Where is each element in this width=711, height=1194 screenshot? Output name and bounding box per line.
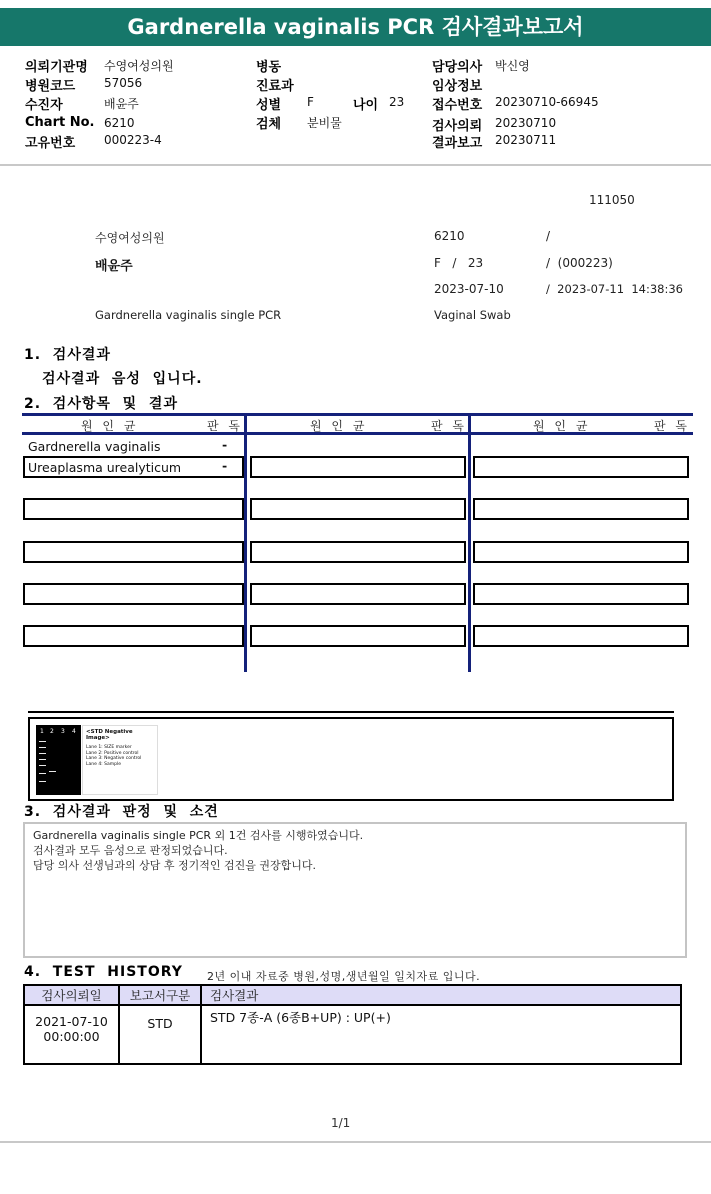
result-cell xyxy=(473,541,689,563)
summary-clinic: 수영여성의원 xyxy=(95,231,165,245)
header-label-hospital-code: 병원코드 xyxy=(25,79,76,94)
header-value-report-date: 20230711 xyxy=(495,133,557,147)
gel-lane-number: 4 xyxy=(72,728,76,735)
comment-box xyxy=(23,822,687,958)
section3-title: 3. 검사결과 판정 및 소견 xyxy=(24,804,219,820)
header-value-requesting-institution: 수영여성의원 xyxy=(104,59,174,73)
comment-line: 담당 의사 선생님과의 상담 후 정기적인 검진을 권장합니다. xyxy=(33,859,316,872)
header-label-department: 진료과 xyxy=(256,79,294,94)
result-cell xyxy=(473,456,689,478)
history-note: 2년 이내 자료중 병원,성명,생년월일 일치자료 입니다. xyxy=(207,970,481,983)
summary-test-name: Gardnerella vaginalis single PCR xyxy=(95,308,282,322)
summary-code: 111050 xyxy=(589,193,635,207)
col-header-judgment-1: 판 독 xyxy=(207,419,243,433)
history-result: STD 7종-A (6종B+UP) : UP(+) xyxy=(201,1005,681,1064)
summary-sex-age: F / 23 xyxy=(434,256,484,270)
header-value-sex: F xyxy=(307,95,314,109)
comment-line: Gardnerella vaginalis single PCR 외 1건 검사를 시행하였습니다. xyxy=(33,829,364,842)
result-cell xyxy=(250,583,466,605)
header-value-request-date: 20230710 xyxy=(495,116,557,130)
result-cell xyxy=(473,498,689,520)
header-value-chart-no: 6210 xyxy=(104,116,135,130)
header-divider xyxy=(0,164,711,166)
header-label-chart-no: Chart No. xyxy=(25,115,95,130)
result-item-judgment: - xyxy=(222,458,228,473)
header-value-receipt-no: 20230710-66945 xyxy=(495,95,599,109)
result-cell xyxy=(23,498,244,520)
header-label-doctor: 담당의사 xyxy=(432,60,483,75)
summary-unique-no: / (000223) xyxy=(546,256,613,270)
summary-report-datetime: / 2023-07-11 14:38:36 xyxy=(546,282,683,296)
history-col-header: 검사의뢰일 xyxy=(24,985,119,1005)
history-type: STD xyxy=(119,1005,201,1064)
result-cell xyxy=(250,456,466,478)
summary-request-date: 2023-07-10 xyxy=(434,282,504,296)
gel-image xyxy=(36,725,81,795)
history-col-header: 검사결과 xyxy=(201,985,681,1005)
header-label-specimen: 검체 xyxy=(256,117,282,132)
history-table xyxy=(23,984,682,1065)
header-label-unique-no: 고유번호 xyxy=(25,136,76,151)
summary-specimen: Vaginal Swab xyxy=(434,308,511,322)
col-header-judgment-2: 판 독 xyxy=(431,419,467,433)
history-date-cell xyxy=(24,1005,119,1064)
header-value-hospital-code: 57056 xyxy=(104,76,143,90)
comment-line: 검사결과 모두 음성으로 판정되었습니다. xyxy=(33,844,228,857)
result-cell xyxy=(23,583,244,605)
col-header-pathogen-2: 원 인 균 xyxy=(310,419,368,433)
header-value-specimen: 분비물 xyxy=(307,116,342,130)
result-item-name: Ureaplasma urealyticum xyxy=(28,460,182,475)
header-value-patient: 배윤주 xyxy=(104,97,139,111)
history-date: 2021-07-10 xyxy=(35,1014,108,1029)
header-label-age: 나이 xyxy=(353,98,379,113)
section1-title: 1. 검사결과 xyxy=(24,347,111,363)
header-label-request-date: 검사의뢰 xyxy=(432,119,483,134)
header-value-unique-no: 000223-4 xyxy=(104,133,162,147)
header-label-report-date: 결과보고 xyxy=(432,136,483,151)
result-cell xyxy=(250,541,466,563)
col-header-pathogen-3: 원 인 균 xyxy=(533,419,591,433)
footer-divider xyxy=(0,1141,711,1143)
grid-divider-1 xyxy=(244,413,247,672)
result-cell xyxy=(23,625,244,647)
gel-image-box xyxy=(28,717,674,801)
gel-caption-line: Lane 3: Negative control xyxy=(86,756,142,761)
summary-slash: / xyxy=(546,229,551,243)
section2-title: 2. 검사항목 및 결과 xyxy=(24,396,178,412)
section4-title: 4. TEST HISTORY xyxy=(24,964,183,980)
result-cell xyxy=(250,625,466,647)
grid-divider-2 xyxy=(468,413,471,672)
result-cell xyxy=(473,583,689,605)
history-col-header: 보고서구분 xyxy=(119,985,201,1005)
result-cell xyxy=(23,541,244,563)
gel-caption-title: <STD Negative Image> xyxy=(86,729,133,741)
header-value-age: 23 xyxy=(389,95,405,109)
section1-result: 검사결과 음성 입니다. xyxy=(42,371,203,387)
result-cell xyxy=(473,625,689,647)
history-header-row xyxy=(24,985,681,1005)
gel-caption-line: Lane 4: Sample xyxy=(86,761,121,767)
col-header-pathogen-1: 원 인 균 xyxy=(81,419,139,433)
header-label-patient: 수진자 xyxy=(25,98,63,113)
result-item-judgment: - xyxy=(222,437,228,452)
gel-lane-number: 1 xyxy=(40,728,44,735)
gel-lane-number: 2 xyxy=(50,728,54,735)
table-row xyxy=(24,1005,681,1064)
gel-caption-line: Lane 1: SIZE marker xyxy=(86,745,132,750)
page-number: 1/1 xyxy=(331,1116,351,1130)
header-label-requesting-institution: 의뢰기관명 xyxy=(25,60,88,75)
result-item-name: Gardnerella vaginalis xyxy=(28,439,161,454)
grid-top-rule xyxy=(22,413,693,416)
col-header-judgment-3: 판 독 xyxy=(654,419,690,433)
gel-caption xyxy=(82,725,158,795)
report-title: Gardnerella vaginalis PCR 검사결과보고서 xyxy=(0,8,711,46)
gel-top-rule xyxy=(28,711,674,713)
header-label-ward: 병동 xyxy=(256,60,282,75)
gel-lane-number: 3 xyxy=(61,728,65,735)
summary-patient-name: 배윤주 xyxy=(95,259,133,274)
header-label-sex: 성별 xyxy=(256,98,282,113)
result-cell xyxy=(250,498,466,520)
header-label-clinical-info: 임상정보 xyxy=(432,79,483,94)
history-time: 00:00:00 xyxy=(43,1029,100,1044)
header-value-doctor: 박신영 xyxy=(495,59,530,73)
summary-chart: 6210 xyxy=(434,229,465,243)
header-label-receipt-no: 접수번호 xyxy=(432,98,483,113)
gel-caption-line: Lane 2: Positive control xyxy=(86,750,139,756)
